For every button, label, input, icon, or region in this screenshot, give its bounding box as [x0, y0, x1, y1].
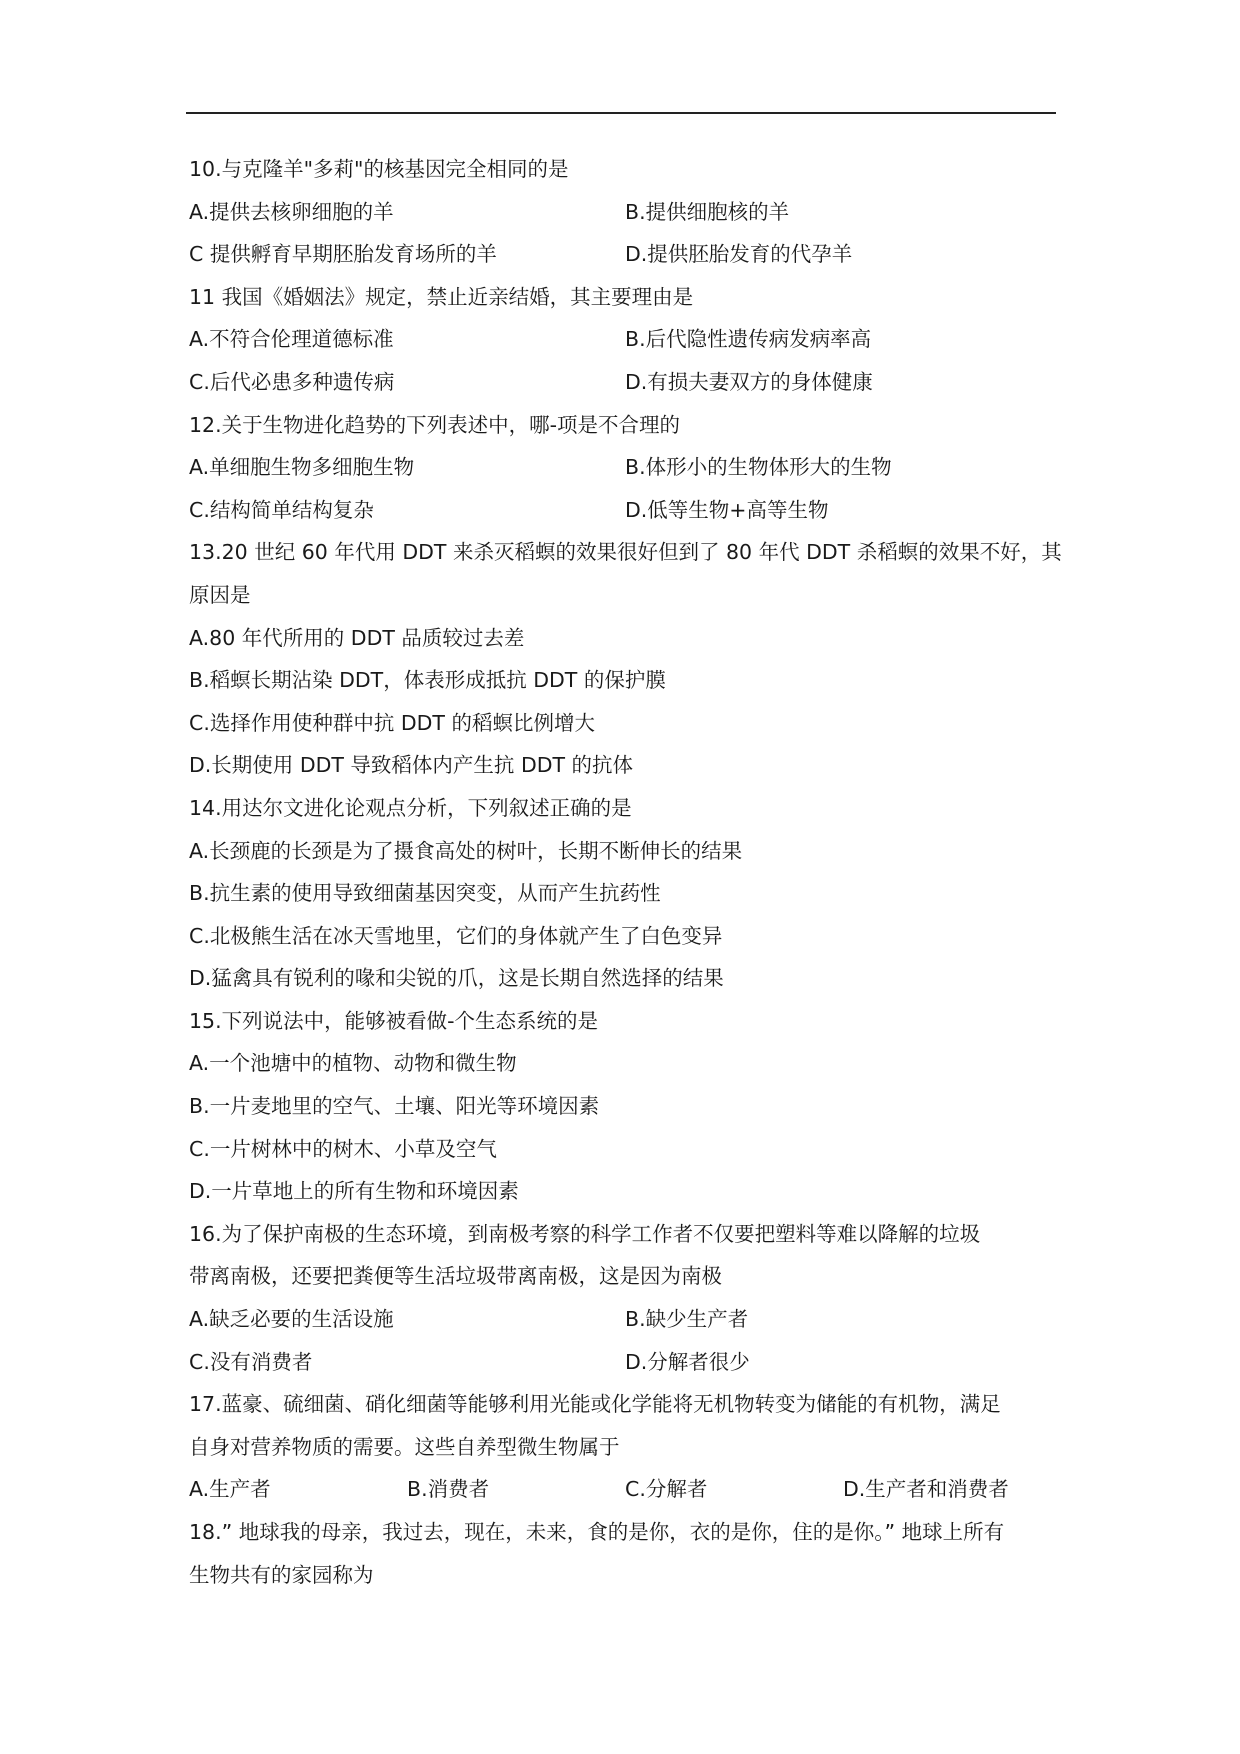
question-block: [189, 531, 1061, 787]
question-stem: 11 我国《婚姻法》规定，禁止近亲结婚，其主要理由是: [189, 284, 694, 309]
question-list: [189, 148, 1061, 1596]
answer-option: B.提供细胞核的羊: [625, 199, 790, 224]
answer-option: C.一片树林中的树木、小草及空气: [189, 1136, 497, 1161]
option-row: [189, 1468, 1061, 1511]
answer-option: A.不符合伦理道德标准: [189, 327, 394, 352]
option-row: [189, 361, 1061, 404]
answer-option: B.体形小的生物体形大的生物: [625, 455, 892, 480]
answer-option: C.北极熊生活在冰天雪地里，它们的身体就产生了白色变异: [189, 923, 723, 948]
option-row: [189, 1085, 1061, 1128]
answer-option: C.分解者: [625, 1477, 708, 1502]
answer-option: D.生产者和消费者: [843, 1477, 1009, 1502]
option-row: [189, 1341, 1061, 1384]
question-stem: 17.蓝豪、硫细菌、硝化细菌等能够利用光能或化学能将无机物转变为储能的有机物，满足: [189, 1392, 1001, 1417]
question-stem: 自身对营养物质的需要。这些自养型微生物属于: [189, 1434, 620, 1459]
answer-option: C.没有消费者: [189, 1349, 313, 1374]
question-block: [189, 787, 1061, 1000]
answer-option: D.分解者很少: [625, 1349, 750, 1374]
answer-option: D.有损夫妻双方的身体健康: [625, 369, 873, 394]
answer-option: B.缺少生产者: [625, 1307, 749, 1332]
question-stem: 带离南极，还要把粪便等生活垃圾带离南极，这是因为南极: [189, 1264, 722, 1289]
answer-option: A.提供去核卵细胞的羊: [189, 199, 394, 224]
answer-option: A.缺乏必要的生活设施: [189, 1307, 394, 1332]
answer-option: D.低等生物+高等生物: [625, 497, 829, 522]
option-row: [189, 915, 1061, 958]
header-rule: [186, 112, 1056, 114]
answer-option: A.单细胞生物多细胞生物: [189, 455, 415, 480]
answer-option: A.生产者: [189, 1477, 271, 1502]
option-row: [189, 1298, 1061, 1341]
question-stem: 18.” 地球我的母亲，我过去，现在，未来，食的是你，衣的是你，住的是你。” 地球上所有: [189, 1520, 1005, 1544]
option-row: [189, 872, 1061, 915]
question-block: [189, 1213, 1061, 1383]
question-stem: 10.与克隆羊"多莉"的核基因完全相同的是: [189, 157, 569, 181]
answer-option: D.猛禽具有锐利的喙和尖锐的爪，这是长期自然选择的结果: [189, 966, 724, 991]
answer-option: C.选择作用使种群中抗 DDT 的稻螟比例增大: [189, 710, 595, 735]
question-block: [189, 276, 1061, 404]
question-stem: 16.为了保护南极的生态环境，到南极考察的科学工作者不仅要把塑料等难以降解的垃圾: [189, 1221, 981, 1246]
question-block: [189, 1383, 1061, 1511]
option-row: [189, 702, 1061, 745]
question-stem: 14.用达尔文进化论观点分析，下列叙述正确的是: [189, 795, 632, 820]
question-stem: 原因是: [189, 582, 251, 607]
option-row: [189, 617, 1061, 660]
option-row: [189, 233, 1061, 276]
answer-option: B.一片麦地里的空气、土壤、阳光等环境因素: [189, 1094, 600, 1119]
answer-option: C 提供孵育早期胚胎发育场所的羊: [189, 242, 497, 267]
answer-option: D.长期使用 DDT 导致稻体内产生抗 DDT 的抗体: [189, 753, 634, 778]
question-block: [189, 148, 1061, 276]
option-row: [189, 659, 1061, 702]
option-row: [189, 957, 1061, 1000]
option-row: [189, 830, 1061, 873]
question-stem: 13.20 世纪 60 年代用 DDT 来杀灭稻螟的效果很好但到了 80 年代 DDT 杀稻螟的效果不好，其: [189, 540, 1062, 565]
option-row: [189, 489, 1061, 532]
option-row: [189, 318, 1061, 361]
answer-option: A.80 年代所用的 DDT 品质较过去差: [189, 625, 525, 650]
answer-option: D.一片草地上的所有生物和环境因素: [189, 1179, 519, 1204]
option-row: [189, 1170, 1061, 1213]
answer-option: B.后代隐性遗传病发病率高: [625, 327, 872, 352]
option-row: [189, 1128, 1061, 1171]
question-block: [189, 1511, 1061, 1596]
question-block: [189, 404, 1061, 532]
option-row: [189, 744, 1061, 787]
question-stem: 12.关于生物进化趋势的下列表述中，哪-项是不合理的: [189, 412, 680, 437]
answer-option: A.一个池塘中的植物、动物和微生物: [189, 1051, 517, 1076]
answer-option: C.后代必患多种遗传病: [189, 369, 395, 394]
answer-option: B.消费者: [407, 1477, 490, 1502]
question-block: [189, 1000, 1061, 1213]
question-stem: 15.下列说法中，能够被看做-个生态系统的是: [189, 1008, 598, 1033]
option-row: [189, 1042, 1061, 1085]
answer-option: B.稻螟长期沾染 DDT，体表形成抵抗 DDT 的保护膜: [189, 668, 666, 693]
answer-option: B.抗生素的使用导致细菌基因突变，从而产生抗药性: [189, 881, 661, 906]
option-row: [189, 446, 1061, 489]
answer-option: D.提供胚胎发育的代孕羊: [625, 242, 853, 267]
question-stem: 生物共有的家园称为: [189, 1562, 374, 1587]
answer-option: A.长颈鹿的长颈是为了摄食高处的树叶，长期不断伸长的结果: [189, 838, 743, 863]
answer-option: C.结构简单结构复杂: [189, 497, 374, 522]
option-row: [189, 191, 1061, 234]
